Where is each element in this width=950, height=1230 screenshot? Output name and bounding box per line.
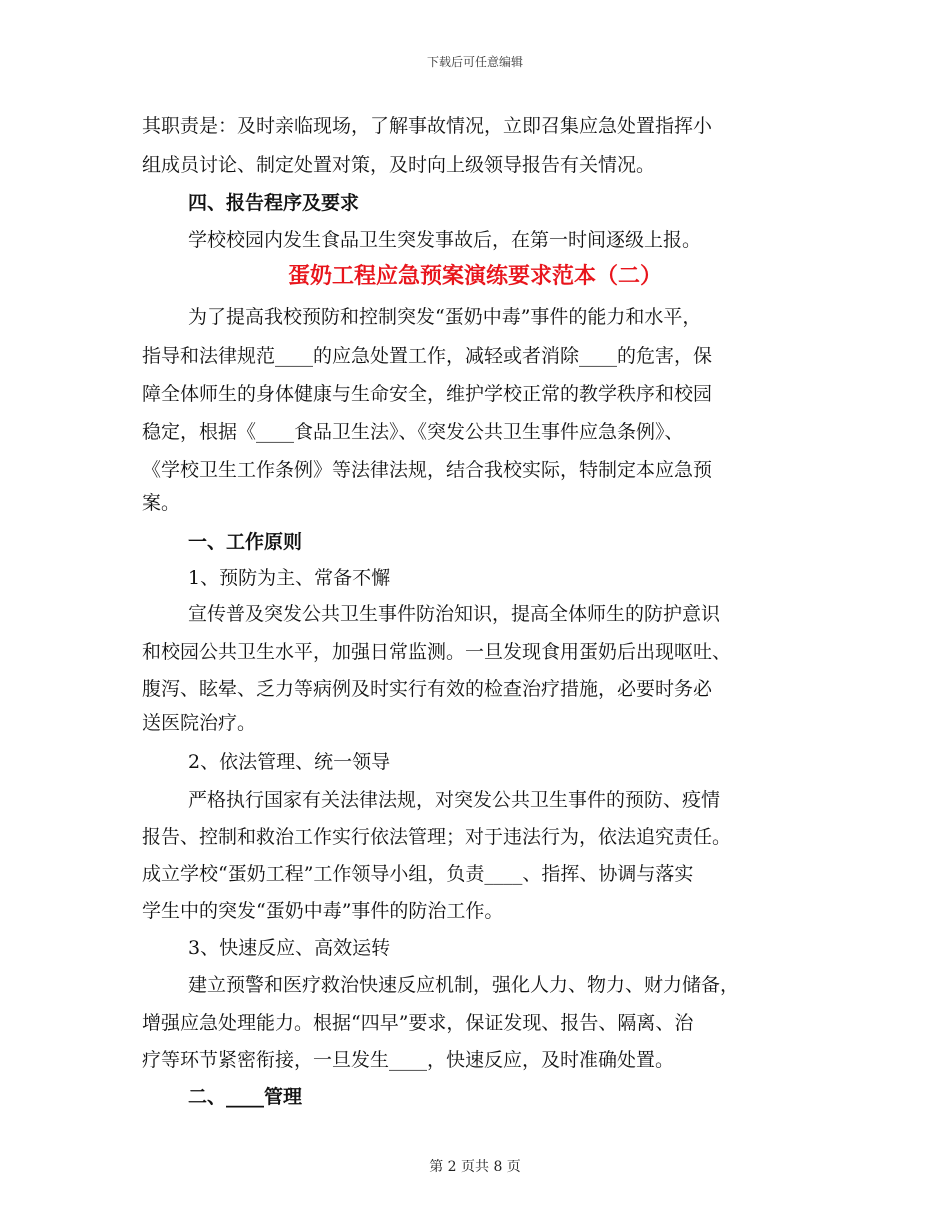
- body-line: 疗等环节紧密衔接，一旦发生____，快速反应，及时准确处置。: [142, 1049, 675, 1071]
- body-line: 稳定，根据《____食品卫生法》、《突发公共卫生事件应急条例》、: [142, 421, 684, 443]
- body-line: 宣传普及突发公共卫生事件防治知识，提高全体师生的防护意识: [188, 603, 721, 625]
- body-line: 报告、控制和救治工作实行依法管理；对于违法行为，依法追究责任。: [142, 826, 732, 848]
- body-line: 送医院治疗。: [142, 712, 257, 734]
- body-line: 组成员讨论、制定处置对策，及时向上级领导报告有关情况。: [142, 154, 656, 176]
- body-line: 腹泻、眩晕、乏力等病例及时实行有效的检查治疗措施，必要时务必: [142, 678, 713, 700]
- subsection-heading: 1、预防为主、常备不懈: [188, 567, 391, 589]
- body-line: 为了提高我校预防和控制突发“蛋奶中毒”事件的能力和水平，: [188, 306, 702, 328]
- body-line: 学校校园内发生食品卫生突发事故后，在第一时间逐级上报。: [188, 229, 702, 251]
- section-heading: 二、____管理: [188, 1086, 303, 1108]
- body-line: 学生中的突发“蛋奶中毒”事件的防治工作。: [142, 900, 504, 922]
- section-title: 蛋奶工程应急预案演练要求范本（二）: [287, 263, 662, 289]
- page-footer: 第 2 页共 8 页: [429, 1159, 521, 1175]
- body-line: 和校园公共卫生水平，加强日常监测。一旦发现食用蛋奶后出现呕吐、: [142, 641, 732, 663]
- body-line: 严格执行国家有关法律法规，对突发公共卫生事件的预防、疫情: [188, 789, 721, 811]
- body-line: 障全体师生的身体健康与生命安全，维护学校正常的教学秩序和校园: [142, 383, 713, 405]
- body-line: 增强应急处理能力。根据“四早”要求，保证发现、报告、隔离、治: [142, 1012, 694, 1034]
- page-header: 下载后可任意编辑: [426, 55, 523, 69]
- body-line: 《学校卫生工作条例》等法律法规，结合我校实际，特制定本应急预: [142, 459, 713, 481]
- body-line: 指导和法律规范____的应急处置工作，减轻或者消除____的危害，保: [142, 345, 713, 367]
- body-line: 成立学校“蛋奶工程”工作领导小组，负责____、指挥、协调与落实: [142, 863, 694, 885]
- section-heading: 一、工作原则: [188, 531, 303, 553]
- subsection-heading: 2、依法管理、统一领导: [188, 751, 391, 773]
- body-line: 其职责是：及时亲临现场，了解事故情况，立即召集应急处置指挥小: [142, 115, 713, 137]
- subsection-heading: 3、快速反应、高效运转: [188, 937, 391, 959]
- body-line: 建立预警和医疗救治快速反应机制，强化人力、物力、财力储备，: [188, 974, 740, 996]
- section-heading: 四、报告程序及要求: [188, 192, 360, 214]
- body-line: 案。: [142, 492, 181, 514]
